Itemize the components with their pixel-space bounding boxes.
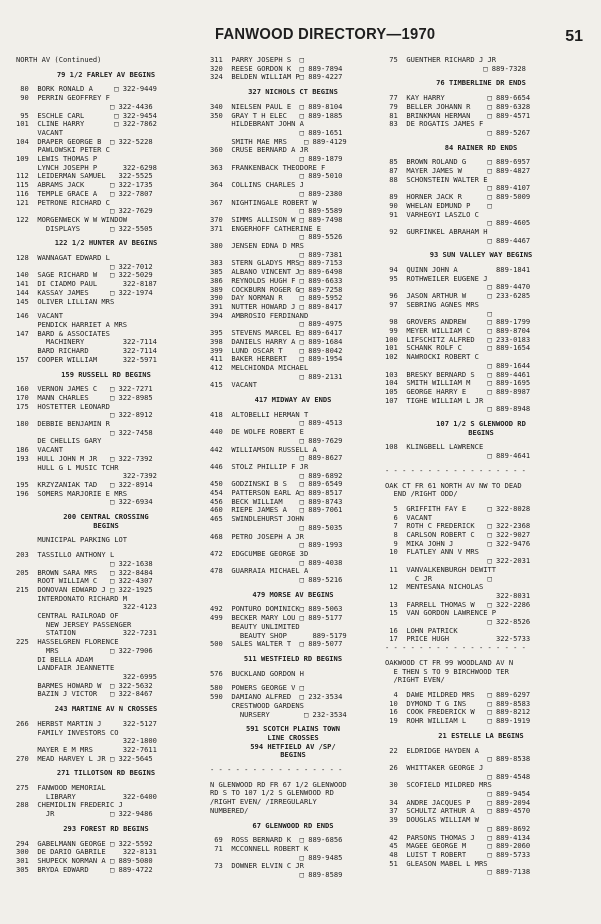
directory-entry: 186 VACANT [16, 445, 63, 455]
directory-entry: 383 STERN GLADYS MRS□ 889-7153 [210, 258, 343, 268]
directory-entry: 465 SWINDLEHURST JOHN [210, 514, 304, 524]
directory-entry: 360 CRUSE BERNARD A JR [210, 145, 309, 155]
directory-entry: 48 LUIST T ROBERT □ 889-5733 [385, 849, 531, 859]
directory-entry: 395 STEVENS MARCEL E□ 889-6417 [210, 328, 343, 338]
directory-entry: □ 889-6892 [210, 470, 343, 480]
directory-entry: □ 889-4467 [385, 235, 531, 245]
directory-entry: 590 DAMIANO ALFRED □ 232-3534 [210, 692, 343, 702]
directory-entry: 128 WANNAGAT EDWARD L [16, 253, 110, 263]
directory-entry: 472 EDGCUMBE GEORGE 3D [210, 548, 309, 558]
street-heading: 511 WESTFIELD RD BEGINS [243, 654, 343, 663]
directory-entry: 492 PONTURO DOMINICK□ 889-5063 [210, 604, 343, 614]
street-heading: 21 ESTELLE LA BEGINS [438, 730, 524, 740]
street-heading: 76 TIMBERLINE DR ENDS [436, 78, 526, 88]
directory-entry: LANDFAIR JEANNETTE [16, 663, 115, 673]
directory-entry: 399 LUND OSCAR T □ 889-8042 [210, 345, 343, 355]
directory-entry: □ 889-9454 [385, 789, 531, 799]
directory-entry: □ 322-8526 [385, 617, 531, 627]
directory-entry: 398 DANIELS HARRY A □ 889-1684 [210, 336, 343, 346]
directory-entry: 112 LEIDERMAN SAMUEL 322-5525 [16, 171, 153, 181]
directory-entry: 215 DONOVAN EDWARD J □ 322-1925 [16, 584, 153, 594]
directory-entry: 6 VACANT [385, 512, 432, 522]
directory-entry: JR □ 322-9486 [16, 809, 153, 819]
directory-entry: 160 VERNON JAMES C □ 322-7271 [16, 384, 153, 394]
directory-entry: FAMILY INVESTORS CO [16, 727, 119, 737]
directory-entry: □ 322-4436 [16, 101, 153, 111]
directory-entry: NEW JERSEY PASSENGER [16, 619, 132, 629]
directory-entry: MUNICIPAL PARKING LOT [16, 535, 128, 545]
directory-entry: 88 SCHONSTEIN WALTER E [385, 174, 488, 184]
directory-entry: 411 BAKER HERBERT □ 889-1954 [210, 354, 343, 364]
directory-entry: 270 MEAD HARVEY L JR □ 322-5645 [16, 753, 153, 763]
directory-entry: 180 DEBBIE BENJAMIN R [16, 419, 110, 429]
directory-entry: VACANT [16, 127, 63, 137]
directory-entry: 17 PRICE HUGH 322-5733 [385, 634, 531, 644]
directory-entry: □ 889-4605 [385, 218, 531, 228]
street-heading: 293 FOREST RD BEGINS [63, 823, 149, 833]
directory-entry: 104 SMITH WILLIAM M □ 889-1695 [385, 378, 531, 388]
directory-entry: 322-6995 [16, 672, 157, 681]
directory-entry: 370 SIMMS ALLISON W □ 889-7498 [210, 214, 343, 224]
directory-entry: □ 889-8589 [210, 870, 343, 880]
directory-entry: INTERDONATO RICHARD M [16, 593, 128, 603]
directory-entry: 22 ELDRIDGE HAYDEN A [385, 745, 479, 755]
directory-entry: 95 ROTHWEILER EUGENE J [385, 273, 488, 283]
directory-entry: 322-4123 [16, 602, 157, 612]
directory-entry: 108 KLINGBELL LAWRENCE [385, 442, 484, 452]
directory-entry: 75 GUENTHER RICHARD J JR [385, 55, 497, 64]
directory-entry: □ 889-4470 [385, 282, 531, 292]
directory-entry: 446 STOLZ PHILLIP F JR [210, 461, 309, 471]
directory-entry: 391 NUTTER HOWARD J □ 889-8417 [210, 301, 343, 311]
directory-entry: □ 889-4548 [385, 771, 531, 781]
directory-entry: 101 CLINE HARRY □ 322-7862 [16, 119, 157, 129]
directory-entry: MACHINERY 322-7114 [16, 337, 157, 347]
directory-entry: 104 DRAPER GEORGE B □ 322-5228 [16, 136, 153, 146]
directory-entry: LYNCH JOSEPH P 322-6298 [16, 162, 157, 172]
directory-entry: PAWLOWSKI PETER C [16, 145, 110, 155]
directory-entry: 390 DAY NORMAN R □ 889-5952 [210, 293, 343, 303]
directory-entry: 13 FARRELL THOMAS W □ 322-2286 [385, 599, 531, 609]
directory-entry: 8 CARLSON ROBERT C □ 322-9027 [385, 530, 531, 540]
street-heading: 93 SUN VALLEY WAY BEGINS [429, 250, 533, 260]
directory-entry: 385 ALBANO VINCENT J□ 889-6498 [210, 267, 343, 277]
directory-entry: 90 WHELAN EDMUND P □ [385, 200, 492, 210]
street-heading: BEGINS [280, 750, 306, 760]
directory-entry: 576 BUCKLAND GORDON H [210, 668, 304, 678]
directory-entry: HILDEBRANT JOHN A [210, 119, 304, 129]
directory-entry: 324 BELDEN WILLIAM P□ 889-4227 [210, 72, 343, 82]
directory-entry: PENDICK HARRIET A MRS [16, 319, 128, 329]
directory-entry: □ [385, 308, 492, 318]
directory-entry: 89 HORNER JACK R □ 889-5009 [385, 192, 531, 202]
directory-entry: 15 VAN GORDON LAWRENCE P [385, 608, 497, 618]
directory-entry: DE CHELLIS GARY [16, 436, 102, 446]
page-number: 51 [565, 28, 583, 45]
directory-entry: 386 REYNOLDS HUGH F □ 889-6633 [210, 275, 343, 285]
directory-entry: NURSERY □ 232-3534 [210, 709, 347, 719]
directory-entry: BARMES HOWARD W □ 322-5632 [16, 680, 153, 690]
directory-entry: 364 COLLINS CHARLES J [210, 180, 304, 190]
directory-entry: /RIGHT EVEN/ [385, 675, 445, 685]
directory-entry: □ 889-7328 [385, 63, 526, 73]
directory-entry: 97 SEBRING AGNES MRS [385, 299, 479, 309]
directory-entry: □ 889-4975 [210, 319, 343, 329]
directory-entry: 147 BARD & ASSOCIATES [16, 328, 110, 338]
directory-entry: 225 HASSELGREN FLORENCE [16, 637, 119, 647]
directory-entry: 322-8031 [385, 590, 531, 600]
directory-entry: 415 VACANT [210, 380, 257, 390]
directory-entry: OAKWOOD CT FR 99 WOODLAND AV N [385, 657, 514, 667]
directory-entry: 146 VACANT [16, 311, 63, 321]
directory-entry: 170 MANN CHARLES □ 322-8985 [16, 392, 153, 402]
directory-entry: 440 DE WOLFE ROBERT E [210, 427, 304, 437]
directory-entry: HULL G L MUSIC TCHR [16, 462, 119, 472]
directory-entry: 100 LIFSCHITZ ALFRED □ 233-0183 [385, 334, 531, 344]
directory-entry: □ 322-8912 [16, 410, 153, 420]
directory-entry: 105 GEORGE HARRY E □ 889-8987 [385, 386, 531, 396]
directory-entry: 203 TASSILLO ANTHONY L [16, 550, 115, 560]
directory-entry: 266 HERBST MARTIN J 322-5127 [16, 718, 157, 728]
directory-entry: ROOT WILLIAM C □ 322-4307 [16, 576, 153, 586]
directory-entry: 90 PERRIN GEOFFREY F [16, 93, 110, 103]
directory-entry: 418 ALTOBELLI HERMAN T [210, 409, 309, 419]
street-heading: BEGINS [93, 520, 119, 530]
directory-entry: 412 MELCHIONDA MICHAEL [210, 362, 309, 372]
directory-entry: □ 889-5035 [210, 522, 343, 532]
directory-entry: 580 POWERS GEORGE V □ [210, 683, 304, 693]
directory-entry: □ 322-2031 [385, 556, 531, 566]
street-heading: 271 TILLOTSON RD BEGINS [56, 768, 156, 778]
directory-entry: STATION 322-7231 [16, 628, 157, 638]
directory-entry: 450 GODZINSKI B S □ 889-6549 [210, 479, 343, 489]
directory-entry: 94 QUINN JOHN A 889-1841 [385, 265, 531, 275]
directory-entry: 42 PARSONS THOMAS J □ 889-4134 [385, 832, 531, 842]
directory-entry: 116 TEMPLE GRACE A □ 322-7807 [16, 188, 153, 198]
street-heading: 479 MORSE AV BEGINS [252, 589, 334, 599]
street-heading: 200 CENTRAL CROSSING [63, 512, 149, 522]
street-heading: 243 MARTINE AV N CROSSES [54, 704, 158, 714]
directory-entry: 193 HULL JOHN M JR □ 322-7392 [16, 453, 153, 463]
street-heading: BEGINS [468, 427, 494, 437]
directory-entry: □ 889-5526 [210, 232, 343, 242]
directory-entry: 460 RIEPE JAMES A □ 889-7061 [210, 505, 343, 515]
street-heading: 122 1/2 HUNTER AV BEGINS [54, 238, 158, 248]
street-heading: 159 RUSSELL RD BEGINS [61, 369, 151, 379]
directory-entry: 99 MEYER WILLIAM C □ 889-8704 [385, 325, 531, 335]
directory-entry: CRESTWOOD GARDENS [210, 700, 304, 710]
directory-entry: 454 PATTERSON EARL A□ 889-8517 [210, 488, 343, 498]
directory-entry: 499 BECKER MARY LOU □ 889-5177 [210, 613, 343, 623]
street-heading: 594 HETFIELD AV /SP/ [250, 741, 336, 751]
directory-entry: 305 BRYDA EDWARD □ 889-4722 [16, 864, 153, 874]
directory-entry: 175 HOSTETTER LEONARD [16, 401, 110, 411]
directory-entry: NORTH AV (Continued) [16, 55, 102, 64]
directory-entry: □ 889-4641 [385, 451, 531, 461]
directory-entry: □ 889-5589 [210, 206, 343, 216]
directory-entry: 4 DAWE MILDRED MRS □ 889-6297 [385, 690, 531, 699]
directory-entry: 275 FANWOOD MEMORIAL [16, 783, 106, 793]
directory-entry: 500 SALES WALTER T □ 889-5077 [210, 639, 343, 649]
directory-entry: 10 FLATLEY ANN V MRS [385, 547, 479, 557]
directory-entry: □ 889-5216 [210, 575, 343, 585]
directory-entry: □ 889-9485 [210, 852, 343, 862]
street-heading: 591 SCOTCH PLAINS TOWN [246, 724, 340, 734]
directory-entry: BEAUTY UNLIMITED [210, 621, 300, 631]
directory-column-2 [210, 56, 396, 880]
directory-entry: □ 889-7381 [210, 249, 343, 259]
directory-entry: 10 DYMOND T G INS □ 889-8583 [385, 698, 531, 708]
directory-entry: 195 KRZYZANIAK TAD □ 322-8914 [16, 479, 153, 489]
directory-entry: SMITH MAE MRS □ 889-4129 [210, 136, 347, 146]
directory-entry: 87 MAYER JAMES W □ 889-4827 [385, 166, 531, 176]
directory-entry: 301 SHUPECK NORMAN A □ 889-5080 [16, 855, 153, 865]
directory-entry: □ 889-1993 [210, 540, 343, 550]
street-heading: LINE CROSSES [267, 732, 319, 742]
directory-entry: □ 889-8948 [385, 404, 531, 414]
directory-entry: NUMBERED/ [210, 805, 249, 815]
directory-entry: 9 MIKA JOHN J □ 322-9476 [385, 538, 531, 548]
directory-entry: 5 GRIFFITH FAY E □ 322-8028 [385, 503, 531, 513]
directory-entry: 300 DE DARIO GABRILE 322-8131 [16, 847, 157, 857]
directory-entry: 144 KASSAY JAMES □ 322-1974 [16, 287, 153, 297]
directory-entry: 468 PETRO JOSEPH A JR [210, 531, 304, 541]
directory-entry: 367 NIGHTINGALE ROBERT W [210, 197, 317, 207]
directory-column-3 [385, 56, 597, 877]
directory-entry: 79 BELLER JOHANN R □ 889-6328 [385, 101, 531, 111]
directory-entry: RD S TO 107 1/2 S GLENWOOD RD [210, 788, 334, 798]
directory-entry: 442 WILLIAMSON RUSSELL A [210, 444, 317, 454]
directory-entry: □ 889-4038 [210, 557, 343, 567]
directory-entry: 98 GROVERS ANDREW □ 889-1799 [385, 317, 531, 327]
directory-entry: □ 322-7012 [16, 261, 153, 271]
directory-entry: 26 WHITTAKER GEORGE J [385, 762, 484, 772]
directory-entry: BARD RICHARD 322-7114 [16, 346, 157, 356]
directory-entry: 39 DOUGLAS WILLIAM W [385, 815, 479, 825]
directory-entry: □ 889-1651 [210, 127, 343, 137]
directory-entry: 37 SCHULTZ ARTHUR A □ 889-4570 [385, 806, 531, 816]
directory-entry: □ 889-7629 [210, 435, 343, 445]
directory-entry: □ 322-6934 [16, 497, 153, 507]
directory-entry: 69 ROSS BERNARD K □ 889-6856 [210, 835, 343, 845]
street-heading: 327 NICHOLS CT BEGINS [248, 87, 338, 97]
directory-entry: 101 SCHANK ROLF C □ 889-1654 [385, 343, 531, 353]
directory-entry: 322-7392 [16, 471, 157, 481]
directory-entry: 141 DI CIADMO PAUL 322-8187 [16, 279, 157, 289]
directory-entry: MAYER E M MRS 322-7611 [16, 744, 157, 754]
directory-entry: 81 BRINKMAN HERMAN □ 889-4571 [385, 110, 531, 120]
directory-entry: 92 GURFINKEL ABRAHAM H [385, 226, 488, 236]
directory-entry: OAK CT FR 61 NORTH AV NW TO DEAD [385, 480, 522, 490]
directory-entry: 140 SAGE RICHARD W □ 322-5029 [16, 270, 153, 280]
directory-entry: DISPLAYS □ 322-5505 [16, 223, 153, 233]
street-heading: 67 GLENWOOD RD ENDS [252, 820, 334, 830]
directory-entry: 19 ROHR WILLIAM L □ 889-1919 [385, 716, 531, 726]
directory-entry: 107 TIGHE WILLIAM L JR [385, 395, 484, 405]
directory-entry: C JR □ [385, 573, 492, 583]
directory-entry: 51 GLEASON MABEL L MRS [385, 858, 488, 868]
directory-entry: 12 MENTESANA NICHOLAS [385, 582, 484, 592]
directory-entry: 288 CHEMIDLIN FREDERIC J [16, 800, 123, 810]
directory-entry: LIBRARY 322-6400 [16, 791, 157, 801]
directory-entry: DI BELLA ADAM [16, 654, 93, 664]
directory-entry: 7 ROTH C FREDERICK □ 322-2368 [385, 521, 531, 531]
directory-entry: □ 322-7629 [16, 206, 153, 216]
directory-entry: 91 VARHEGYI LASZLO C [385, 209, 479, 219]
directory-entry: - - - - - - - - - - - - - - - - - [385, 465, 526, 475]
directory-entry: 11 VANVALKENBURGH DEWITT [385, 564, 497, 574]
directory-entry: 45 MAGEE GEORGE M □ 889-2060 [385, 841, 531, 851]
street-heading: 79 1/2 FARLEY AV BEGINS [56, 69, 156, 79]
directory-entry: - - - - - - - - - - - - - - - - [210, 765, 343, 775]
directory-entry: BEAUTY SHOP 889-5179 [210, 630, 347, 640]
directory-entry: 311 PARRY JOSEPH S □ [210, 55, 304, 64]
directory-entry: 478 GUARRAIA MICHAEL A [210, 566, 309, 576]
directory-entry: E THEN S TO 9 BIRCHWOOD TER [385, 666, 509, 676]
directory-entry: - - - - - - - - - - - - - - - - - [385, 643, 526, 653]
directory-entry: 322-1800 [16, 736, 157, 746]
directory-entry: 380 JENSEN EDNA D MRS [210, 241, 304, 251]
directory-entry: END /RIGHT ODD/ [385, 489, 458, 499]
directory-entry: □ 889-7138 [385, 867, 531, 877]
directory-entry: N GLENWOOD RD FR 67 1/2 GLENWOOD [210, 779, 347, 789]
directory-entry: 85 BROWN ROLAND G □ 889-6957 [385, 157, 531, 167]
directory-entry: □ 889-8692 [385, 823, 531, 833]
directory-entry: 145 OLIVER LILLIAN MRS [16, 296, 115, 306]
directory-entry: □ 889-2131 [210, 371, 343, 381]
directory-entry: 96 JASON ARTHUR W □ 233-6285 [385, 291, 531, 301]
directory-entry: 121 PETRONE RICHARD C [16, 197, 110, 207]
directory-entry: 350 GRAY T H ELEC □ 889-1885 [210, 110, 343, 120]
directory-entry: 389 COCKBURN ROGER G□ 889-7258 [210, 284, 343, 294]
directory-entry: 80 BORK RONALD A □ 322-9449 [16, 84, 157, 94]
directory-entry: 363 FRANKENBACK THEODORE F [210, 162, 326, 172]
directory-entry: □ 889-5010 [210, 171, 343, 181]
directory-entry: 371 ENGERHOFF CATHERINE E [210, 223, 322, 233]
directory-entry: □ 322-1638 [16, 558, 153, 568]
directory-entry: 30 SCOFIELD MILDRED MRS [385, 780, 492, 790]
directory-entry: 102 NAWROCKI ROBERT C [385, 352, 479, 362]
directory-entry: CENTRAL RAILROAD OF [16, 611, 119, 621]
directory-entry: 320 REESE GORDON K □ 889-7894 [210, 63, 343, 73]
directory-entry: 294 GABELMANN GEORGE □ 322-5592 [16, 838, 153, 848]
street-heading: 84 RAINER RD ENDS [444, 142, 518, 152]
directory-entry: □ 889-2380 [210, 188, 343, 198]
directory-entry: □ 889-4107 [385, 183, 531, 193]
directory-entry: MRS □ 322-7906 [16, 645, 153, 655]
directory-entry: 83 DE ROGATIS JAMES F [385, 119, 484, 129]
directory-title: FANWOOD DIRECTORY—1970 [215, 26, 436, 43]
directory-entry: 77 KAY HARRY □ 889-6654 [385, 93, 531, 103]
directory-entry: 340 NIELSEN PAUL E □ 889-8104 [210, 101, 343, 111]
directory-entry: BAZIN J VICTOR □ 322-8467 [16, 689, 153, 699]
directory-entry: 71 MCCONNELL ROBERT K [210, 843, 309, 853]
directory-entry: 16 COOK FREDERICK W □ 889-8212 [385, 707, 531, 717]
directory-entry: 394 AMBROSIO FERDINAND [210, 310, 309, 320]
street-heading: 107 1/2 S GLENWOOD RD [436, 419, 526, 429]
directory-entry: /RIGHT EVEN/ /IRREGULARLY [210, 797, 317, 807]
directory-entry: 115 ABRAMS JACK □ 322-1735 [16, 180, 153, 190]
directory-entry: □ 322-7458 [16, 427, 153, 437]
directory-entry: 103 BRESKY BERNARD S □ 889-4461 [385, 369, 531, 379]
directory-entry: 122 MORGENWECK W W WINDOW [16, 214, 128, 224]
directory-entry: 95 ESCHLE CARL □ 322-9454 [16, 110, 157, 120]
directory-entry: □ 889-8627 [210, 453, 343, 463]
directory-entry: □ 889-8538 [385, 754, 531, 764]
directory-entry: 109 LEWIS THOMAS P [16, 154, 98, 164]
directory-entry: 456 BECK WILLIAM □ 889-8743 [210, 496, 343, 506]
directory-entry: 157 COOPER WILLIAM 322-5971 [16, 354, 157, 364]
directory-entry: □ 889-4513 [210, 418, 343, 428]
street-heading: 417 MIDWAY AV ENDS [254, 395, 332, 405]
directory-entry: □ 889-1644 [385, 360, 531, 370]
directory-entry: 196 SOMERS MARJORIE E MRS [16, 488, 128, 498]
directory-column-1 [16, 56, 216, 874]
directory-entry: □ 889-5267 [385, 127, 531, 137]
directory-entry: 16 LOHN PATRICK [385, 625, 458, 635]
directory-entry: 205 BROWN SARA MRS □ 322-8484 [16, 567, 153, 577]
directory-entry: 73 DOWNER ELVIN C JR [210, 861, 304, 871]
directory-entry: □ 889-1879 [210, 154, 343, 164]
directory-entry: 34 ANDRE JACQUES P □ 889-2094 [385, 797, 531, 807]
